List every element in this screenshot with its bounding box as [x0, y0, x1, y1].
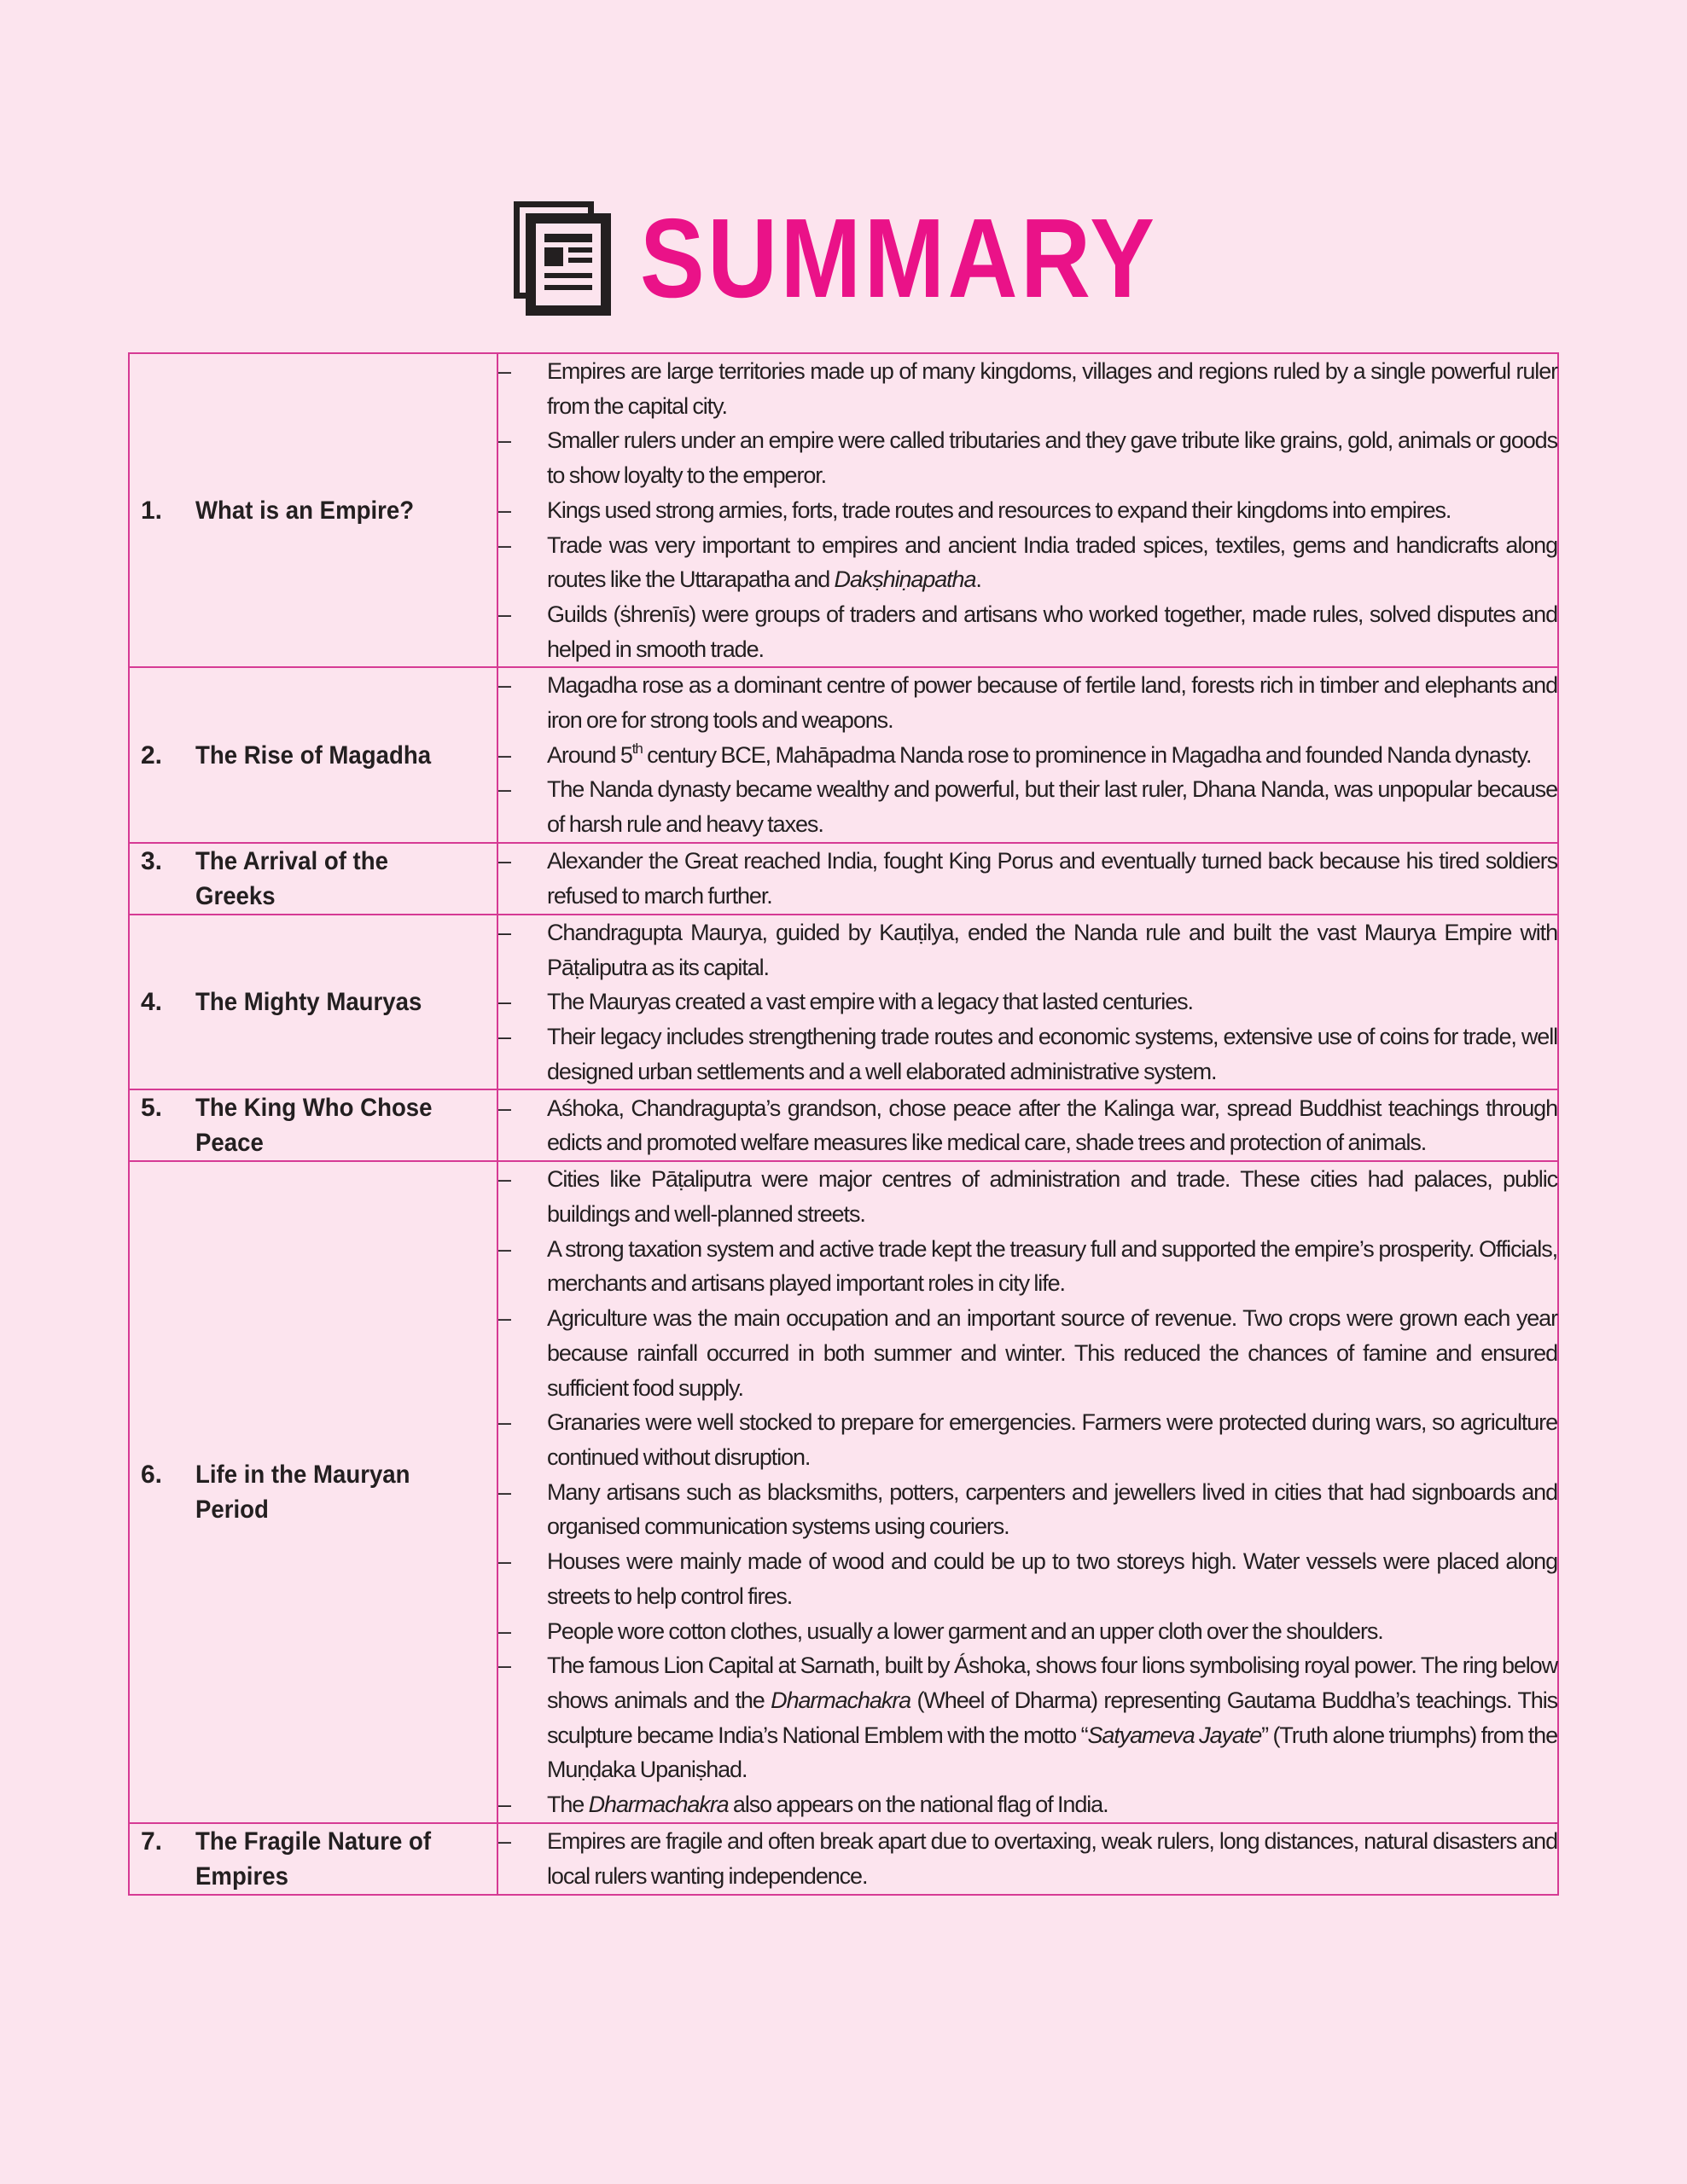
topic-heading: [130, 738, 497, 773]
point-text: Around 5: [547, 741, 632, 768]
point-item: – Guilds (ṡhrenīs) were groups of traders and artisans who worked together, made rules, solved disputes and helped in smooth trade.: [498, 597, 1557, 666]
point-item: – A strong taxation system and active trade kept the treasury full and supported the empire’s prosperity. Officials, merchants and artisans played important roles in city life.: [498, 1232, 1557, 1301]
summary-row: [129, 667, 1558, 843]
summary-row: [129, 1089, 1558, 1161]
summary-row: [129, 1823, 1558, 1895]
point-item: – Alexander the Great reached India, fought King Porus and eventually turned back because his tired soldiers refused to march further.: [498, 844, 1557, 913]
topic-heading: [130, 985, 497, 1019]
topic-heading: [130, 1824, 497, 1894]
points-cell: [497, 1089, 1558, 1161]
header-inner: [514, 195, 1173, 321]
point-text: .: [975, 566, 981, 593]
topic-title: The Arrival of the Greeks: [195, 846, 388, 910]
point-list: [498, 1162, 1557, 1821]
topic-number: 3.: [141, 846, 163, 875]
summary-table-body: [129, 353, 1558, 1895]
point-list: [498, 844, 1557, 913]
topic-cell: [129, 1161, 497, 1822]
summary-row: [129, 353, 1558, 667]
topic-heading: [130, 1457, 497, 1527]
topic-cell: [129, 843, 497, 915]
italic-term: Dharmachakra: [771, 1687, 911, 1713]
italic-term: Satyameva Jayate: [1087, 1722, 1262, 1748]
superscript-text: th: [631, 740, 643, 757]
point-item: [498, 528, 1557, 597]
summary-row: [129, 1161, 1558, 1822]
point-item: – Granaries were well stocked to prepare for emergencies. Farmers were protected during wars, so agriculture continued without disruption.: [498, 1405, 1557, 1474]
point-text: The famous Lion Capital at Sarnath, built by Áshoka, shows four lions symbolising royal power. The ring below shows animals and the: [547, 1653, 1557, 1713]
italic-term: Dakṣhiṇapatha: [834, 566, 976, 593]
point-list: [498, 915, 1557, 1089]
point-text: Trade was very important to empires and ancient India traded spices, textiles, gems and handicrafts along routes like the Uttarapatha and: [547, 531, 1557, 593]
topic-cell: [129, 1089, 497, 1161]
topic-title: The Mighty Mauryas: [195, 988, 422, 1017]
topic-number: 7.: [141, 1827, 163, 1856]
point-item: – Kings used strong armies, forts, trade routes and resources to expand their kingdoms into empires.: [498, 493, 1557, 528]
topic-number: 6.: [141, 1461, 163, 1490]
point-text: ” (Truth alone triumphs) from the Muṇḍaka Upaniṣhad.: [547, 1722, 1557, 1783]
point-item: – The Mauryas created a vast empire with a legacy that lasted centuries.: [498, 985, 1557, 1019]
topic-cell: [129, 353, 497, 667]
topic-title: The Rise of Magadha: [195, 741, 432, 770]
points-cell: [497, 843, 1558, 915]
point-text: century BCE, Mahāpadma Nanda rose to prominence in Magadha and founded Nanda dynasty.: [642, 741, 1532, 768]
point-item: [498, 738, 1557, 773]
topic-number: 2.: [141, 741, 163, 770]
topic-number: 5.: [141, 1094, 163, 1123]
topic-heading: [130, 844, 497, 914]
point-item: – Many artisans such as blacksmiths, potters, carpenters and jewellers lived in cities that had signboards and organised communication systems using couriers.: [498, 1475, 1557, 1544]
topic-cell: [129, 915, 497, 1090]
point-item: [498, 1648, 1557, 1787]
point-item: – People wore cotton clothes, usually a lower garment and an upper cloth over the shoulders.: [498, 1614, 1557, 1649]
point-list: [498, 668, 1557, 842]
points-cell: [497, 667, 1558, 843]
topic-title: Life in the Mauryan Period: [195, 1461, 410, 1525]
point-list: [498, 1091, 1557, 1160]
document-icon: [514, 201, 611, 316]
point-item: – Agriculture was the main occupation and an important source of revenue. Two crops were grown each year because rainfall occurred in both summer and winter. This reduced the chances of famine and ensured sufficient food supply.: [498, 1301, 1557, 1405]
point-item: – Cities like Pāṭaliputra were major centres of administration and trade. These cities had palaces, public buildings and well-planned streets.: [498, 1162, 1557, 1231]
summary-table: [128, 352, 1559, 1896]
point-item: – Smaller rulers under an empire were called tributaries and they gave tribute like grains, gold, animals or goods to show loyalty to the emperor.: [498, 423, 1557, 492]
point-item: – Magadha rose as a dominant centre of power because of fertile land, forests rich in timber and elephants and iron ore for strong tools and weapons.: [498, 668, 1557, 737]
point-list: [498, 354, 1557, 666]
topic-title: The Fragile Nature of Empires: [195, 1827, 432, 1891]
point-item: – Empires are fragile and often break apart due to overtaxing, weak rulers, long distances, natural disasters and local rulers wanting independence.: [498, 1824, 1557, 1893]
point-item: – Houses were mainly made of wood and could be up to two storeys high. Water vessels were placed along streets to help control fires.: [498, 1544, 1557, 1613]
point-item: – Chandragupta Maurya, guided by Kauṭilya, ended the Nanda rule and built the vast Maurya Empire with Pāṭaliputra as its capital.: [498, 915, 1557, 985]
point-item: [498, 1787, 1557, 1822]
page-title: SUMMARY: [639, 195, 1158, 321]
topic-heading: [130, 493, 497, 528]
topic-number: 1.: [141, 496, 163, 525]
points-cell: [497, 915, 1558, 1090]
topic-cell: [129, 1823, 497, 1895]
point-item: – The Nanda dynasty became wealthy and powerful, but their last ruler, Dhana Nanda, was unpopular because of harsh rule and heavy taxes.: [498, 772, 1557, 841]
topic-title: What is an Empire?: [195, 496, 415, 525]
point-item: – Aśhoka, Chandragupta’s grandson, chose peace after the Kalinga war, spread Buddhist teachings through edicts and promoted welfare measures like medical care, shade trees and protection of animals.: [498, 1091, 1557, 1160]
points-cell: [497, 1161, 1558, 1822]
topic-heading: [130, 1090, 497, 1160]
page-header: [0, 195, 1687, 321]
summary-row: [129, 915, 1558, 1090]
point-item: – Empires are large territories made up of many kingdoms, villages and regions ruled by a single powerful ruler from the capital city.: [498, 354, 1557, 423]
topic-title: The King Who Chose Peace: [195, 1094, 433, 1158]
italic-term: Dharmachakra: [588, 1792, 729, 1818]
topic-number: 4.: [141, 988, 163, 1017]
summary-row: [129, 843, 1558, 915]
point-text: also appears on the national flag of India.: [728, 1792, 1108, 1818]
point-list: [498, 1824, 1557, 1893]
points-cell: [497, 353, 1558, 667]
point-text: The: [547, 1792, 589, 1818]
points-cell: [497, 1823, 1558, 1895]
point-item: – Their legacy includes strengthening trade routes and economic systems, extensive use of coins for trade, well designed urban settlements and a well elaborated administrative system.: [498, 1019, 1557, 1089]
topic-cell: [129, 667, 497, 843]
point-text: (Wheel of Dharma) representing Gautama Buddha’s teachings. This sculpture became India’s National Emblem with the motto “: [547, 1687, 1557, 1748]
